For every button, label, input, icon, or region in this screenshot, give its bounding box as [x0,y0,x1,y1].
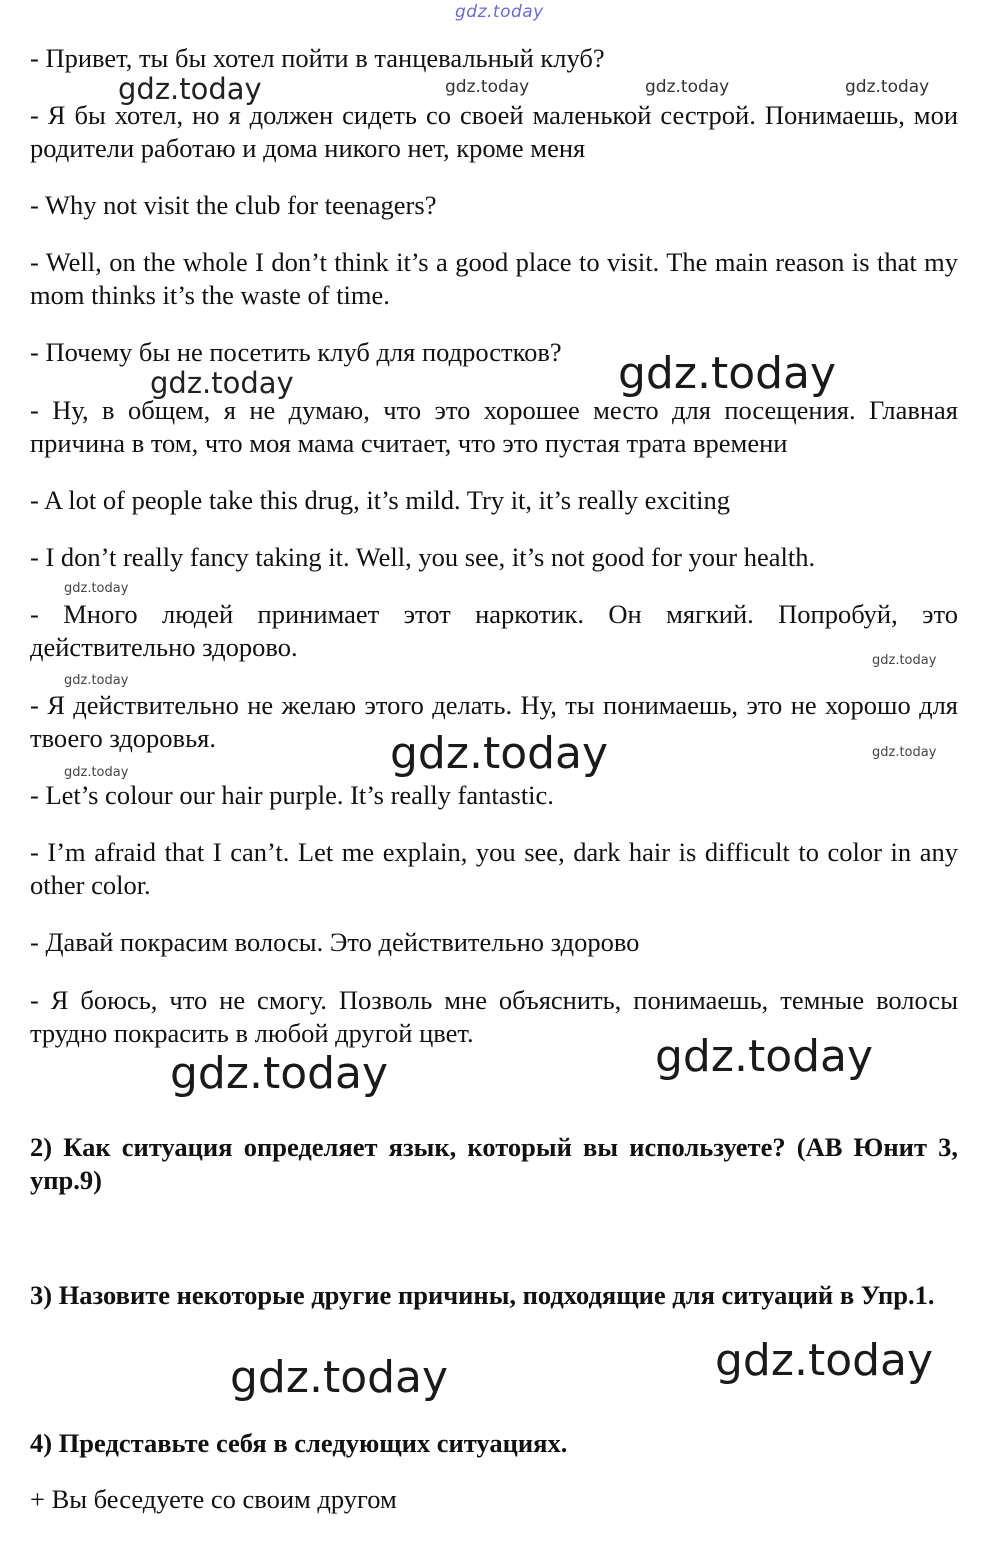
watermark: gdz.today [390,728,609,779]
task-heading-3: 3) Назовите некоторые другие причины, подходящие для ситуаций в Упр.1. [30,1280,935,1310]
watermark: gdz.today [618,348,837,399]
watermark: gdz.today [445,77,530,97]
watermark: gdz.today [150,366,294,400]
situation-line: + Вы беседуете со своим другом [30,1484,397,1514]
watermark: gdz.today [170,1048,389,1099]
task-heading-2: 2) Как ситуация определяет язык, который вы используете? (AB Юнит 3, упр.9) [30,1132,958,1195]
dialogue-line-4: - Well, on the whole I don’t think it’s a good place to visit. The main reason is that my mom thinks it’s the waste of time. [30,247,958,310]
watermark: gdz.today [872,745,937,760]
watermark: gdz.today [715,1335,934,1386]
dialogue-line-13: - Давай покрасим волосы. Это действительно здорово [30,927,640,957]
watermark: gdz.today [64,765,129,780]
watermark: gdz.today [455,2,544,22]
dialogue-line-3: - Why not visit the club for teenagers? [30,190,437,220]
dialogue-line-7: - A lot of people take this drug, it’s mild. Try it, it’s really exciting [30,485,730,515]
dialogue-line-6: - Ну, в общем, я не думаю, что это хорошее место для посещения. Главная причина в том, что моя мама считает, что это пустая трата времени [30,395,958,458]
dialogue-line-8: - I don’t really fancy taking it. Well, you see, it’s not good for your health. [30,542,816,572]
dialogue-line-9: - Много людей принимает этот наркотик. Он мягкий. Попробуй, это действительно здорово. [30,599,958,662]
watermark: gdz.today [845,77,930,97]
watermark: gdz.today [655,1031,874,1082]
dialogue-line-1: - Привет, ты бы хотел пойти в танцевальный клуб? [30,43,605,73]
task-heading-4: 4) Представьте себя в следующих ситуациях. [30,1428,568,1458]
watermark: gdz.today [64,581,129,596]
dialogue-line-12: - I’m afraid that I can’t. Let me explain, you see, dark hair is difficult to color in any other color. [30,837,958,900]
watermark: gdz.today [645,77,730,97]
dialogue-line-10: - Я действительно не желаю этого делать. Ну, ты понимаешь, это не хорошо для твоего здоровья. [30,690,958,753]
watermark: gdz.today [64,673,129,688]
dialogue-line-5: - Почему бы не посетить клуб для подростков? [30,337,562,367]
watermark: gdz.today [230,1352,449,1403]
watermark: gdz.today [118,72,262,106]
dialogue-line-14: - Я боюсь, что не смогу. Позволь мне объяснить, понимаешь, темные волосы трудно покрасить в любой другой цвет. [30,985,958,1048]
dialogue-line-2: - Я бы хотел, но я должен сидеть со своей маленькой сестрой. Понимаешь, мои родители работаю и дома никого нет, кроме меня [30,100,958,163]
dialogue-line-11: - Let’s colour our hair purple. It’s really fantastic. [30,780,554,810]
watermark: gdz.today [872,653,937,668]
